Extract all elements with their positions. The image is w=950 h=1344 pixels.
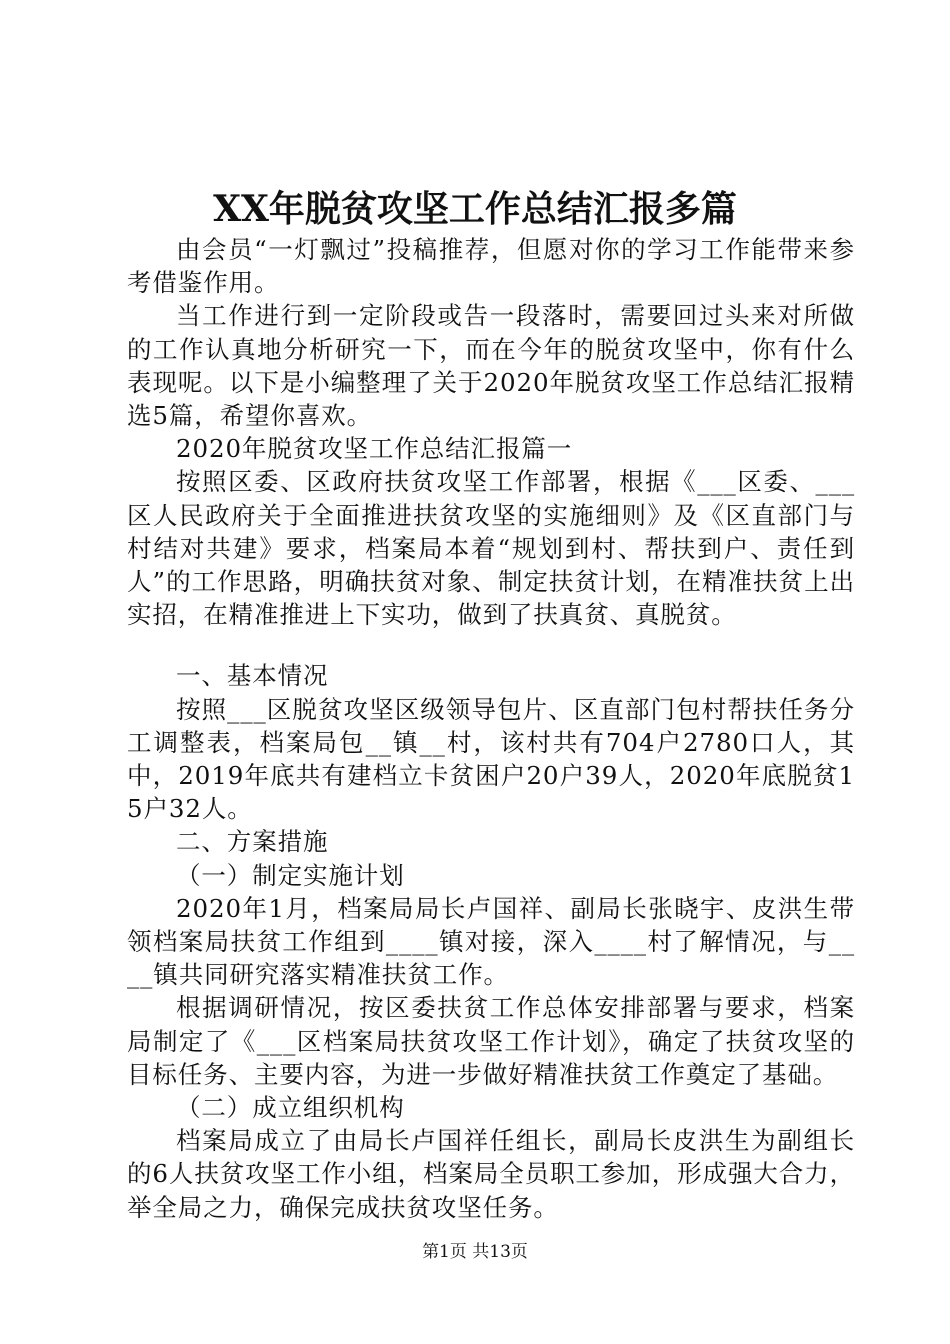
paragraph-preface: 当工作进行到一定阶段或告一段落时，需要回过头来对所做的工作认真地分析研究一下，而在今年的脱贫攻坚中，你有什么表现呢。以下是小编整理了关于2020年脱贫攻坚工作总结汇报精选5篇，希望你喜欢。: [127, 301, 855, 431]
subheading-organization: （二）成立组织机构: [176, 1093, 405, 1123]
paragraph-implementation-2: 根据调研情况，按区委扶贫工作总体安排部署与要求，档案局制定了《___区档案局扶贫攻坚工作计划》，确定了扶贫攻坚的目标任务、主要内容，为进一步做好精准扶贫工作奠定了基础。: [127, 993, 855, 1089]
section-title-part-one: 2020年脱贫攻坚工作总结汇报篇一: [176, 434, 573, 464]
page-footer: 第1页 共13页: [422, 1242, 528, 1262]
paragraph-organization: 档案局成立了由局长卢国祥任组长，副局长皮洪生为副组长的6人扶贫攻坚工作小组，档案局全员职工参加，形成强大合力，举全局之力，确保完成扶贫攻坚任务。: [127, 1126, 855, 1222]
document-title: XX年脱贫攻坚工作总结汇报多篇: [213, 188, 737, 230]
paragraph-intro: 由会员“一灯飘过”投稿推荐，但愿对你的学习工作能带来参考借鉴作用。: [127, 235, 855, 298]
subheading-implementation-plan: （一）制定实施计划: [176, 860, 405, 890]
heading-plan-measures: 二、方案措施: [176, 827, 329, 857]
paragraph-part-one: 按照区委、区政府扶贫攻坚工作部署，根据《___区委、___区人民政府关于全面推进扶贫攻坚的实施细则》及《区直部门与村结对共建》要求，档案局本着“规划到村、帮扶到户、责任到人”的工作思路，明确扶贫对象、制定扶贫计划，在精准扶贫上出实招，在精准推进上下实功，做到了扶真贫、真脱贫。: [127, 467, 855, 630]
heading-basic-situation: 一、基本情况: [176, 661, 329, 691]
paragraph-implementation-1: 2020年1月，档案局局长卢国祥、副局长张晓宇、皮洪生带领档案局扶贫工作组到____镇对接，深入____村了解情况，与____镇共同研究落实精准扶贫工作。: [127, 893, 855, 990]
document-body: [127, 233, 855, 1224]
paragraph-spacer: [127, 631, 855, 659]
paragraph-basic-situation: 按照___区脱贫攻坚区级领导包片、区直部门包村帮扶任务分工调整表，档案局包__镇__村，该村共有704户2780口人，其中，2019年底共有建档立卡贫困户20户39人，2020年底脱贫15户32人。: [127, 694, 855, 824]
